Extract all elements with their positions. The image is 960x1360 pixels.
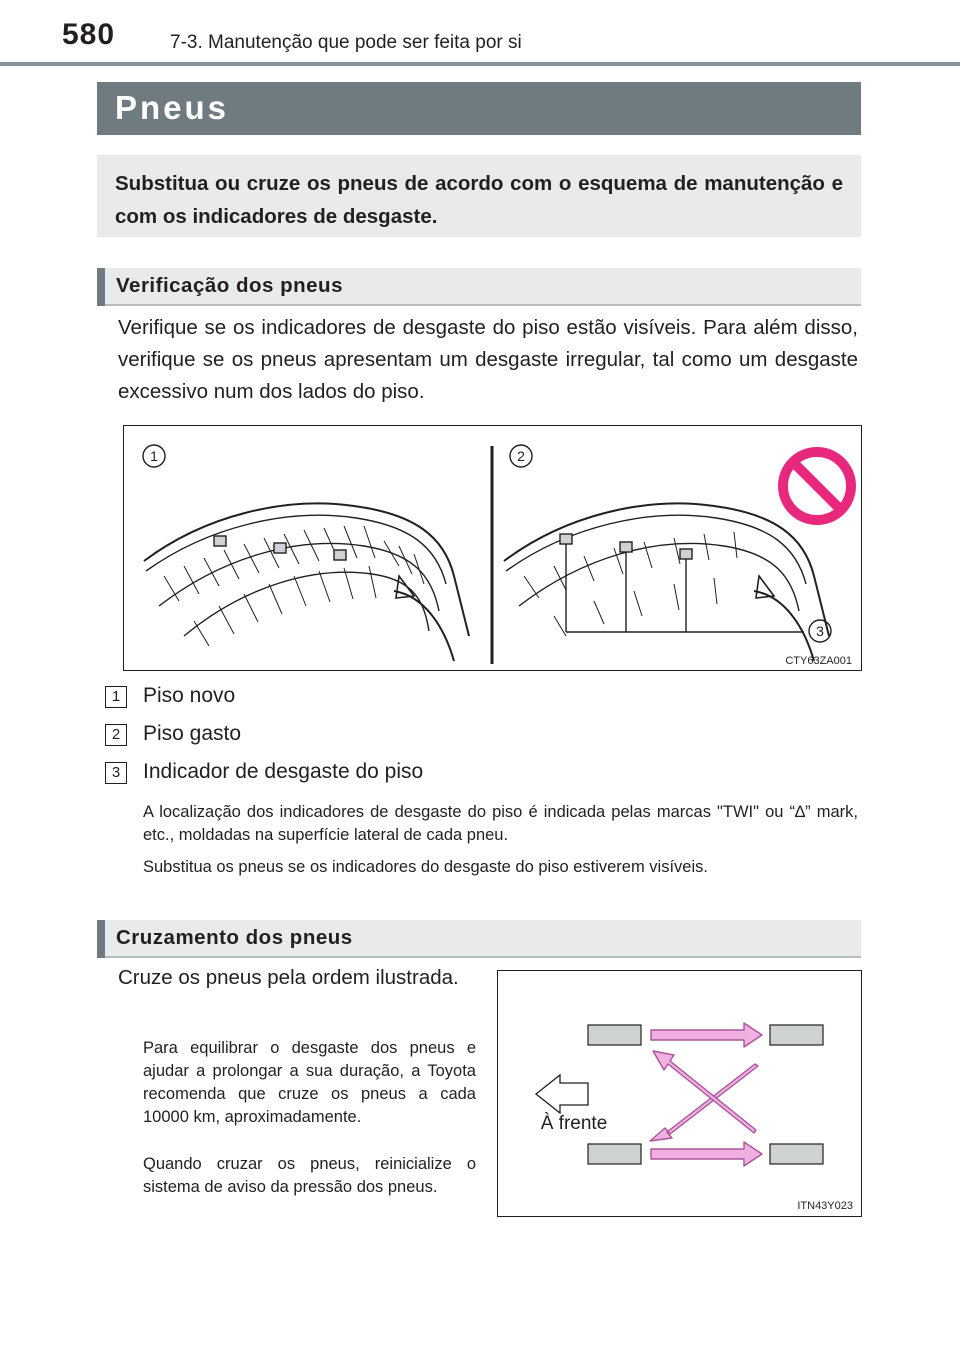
legend-label-2: Piso gasto — [143, 722, 242, 745]
callout-1: 1 — [150, 448, 158, 464]
arrow-front-to-right — [651, 1023, 762, 1047]
header-rule — [0, 62, 960, 66]
heading-tire-rotation — [97, 920, 861, 958]
legend-number-2: 2 — [105, 724, 127, 746]
rotation-diagram — [498, 971, 861, 1216]
tread-wear-figure — [123, 425, 862, 671]
rotation-note-reset: Quando cruzar os pneus, reinicialize o sistema de aviso da pressão dos pneus. — [143, 1155, 476, 1196]
rotation-paragraph: Cruze os pneus pela ordem ilustrada. — [118, 966, 459, 989]
legend-label-3: Indicador de desgaste do piso — [143, 760, 424, 783]
intro-text: Substitua ou cruze os pneus de acordo com o esquema de manutenção e com os indicadores de desgaste. — [115, 172, 843, 228]
arrow-cross-to-rear — [650, 1064, 758, 1141]
no-entry-icon — [783, 452, 851, 520]
heading-tire-check-label: Verificação dos pneus — [116, 274, 343, 297]
callout-2: 2 — [517, 448, 525, 464]
page-title: Pneus — [115, 89, 230, 126]
heading-tire-rotation-label: Cruzamento dos pneus — [116, 926, 353, 949]
tread-wear-illustration — [124, 426, 861, 670]
tire-rear-left — [588, 1144, 641, 1164]
intro-box — [97, 155, 861, 237]
heading-tire-check — [97, 268, 861, 306]
tire-front-left — [588, 1025, 641, 1045]
wear-indicator-note: A localização dos indicadores de desgaste do piso é indicada pelas marcas "TWI" ou “∆” mark, etc., moldadas na superfície lateral de cada pneu. — [143, 803, 858, 844]
forward-arrow-icon — [536, 1075, 588, 1113]
legend-number-3: 3 — [105, 762, 127, 784]
legend-number-1: 1 — [105, 686, 127, 708]
tire-front-right — [770, 1025, 823, 1045]
page-number: 580 — [62, 18, 116, 51]
forward-label: À frente — [540, 1113, 608, 1134]
callout-3: 3 — [816, 623, 824, 639]
section-title-bar — [97, 82, 861, 135]
rotation-note-interval: Para equilibrar o desgaste dos pneus e ajudar a prolongar a sua duração, a Toyota recomenda que cruze os pneus a cada 10000 km, aproximadamente. — [143, 1039, 476, 1126]
chapter-title: 7-3. Manutenção que pode ser feita por si — [170, 32, 522, 53]
replace-tire-note: Substitua os pneus se os indicadores do desgaste do piso estiverem visíveis. — [143, 858, 708, 876]
figure-code: CTY63ZA001 — [785, 655, 852, 667]
rotation-figure — [497, 970, 862, 1217]
legend-label-1: Piso novo — [143, 684, 236, 707]
rotation-figure-code: ITN43Y023 — [797, 1200, 853, 1212]
tire-rear-right — [770, 1144, 823, 1164]
tire-check-paragraph: Verifique se os indicadores de desgaste do piso estão visíveis. Para além disso, verifique se os pneus apresentam um desgaste irregular, tal como um desgaste excessivo num dos lados do piso. — [118, 316, 858, 403]
arrow-cross-to-front — [653, 1051, 756, 1133]
arrow-rear-to-right — [651, 1142, 762, 1166]
